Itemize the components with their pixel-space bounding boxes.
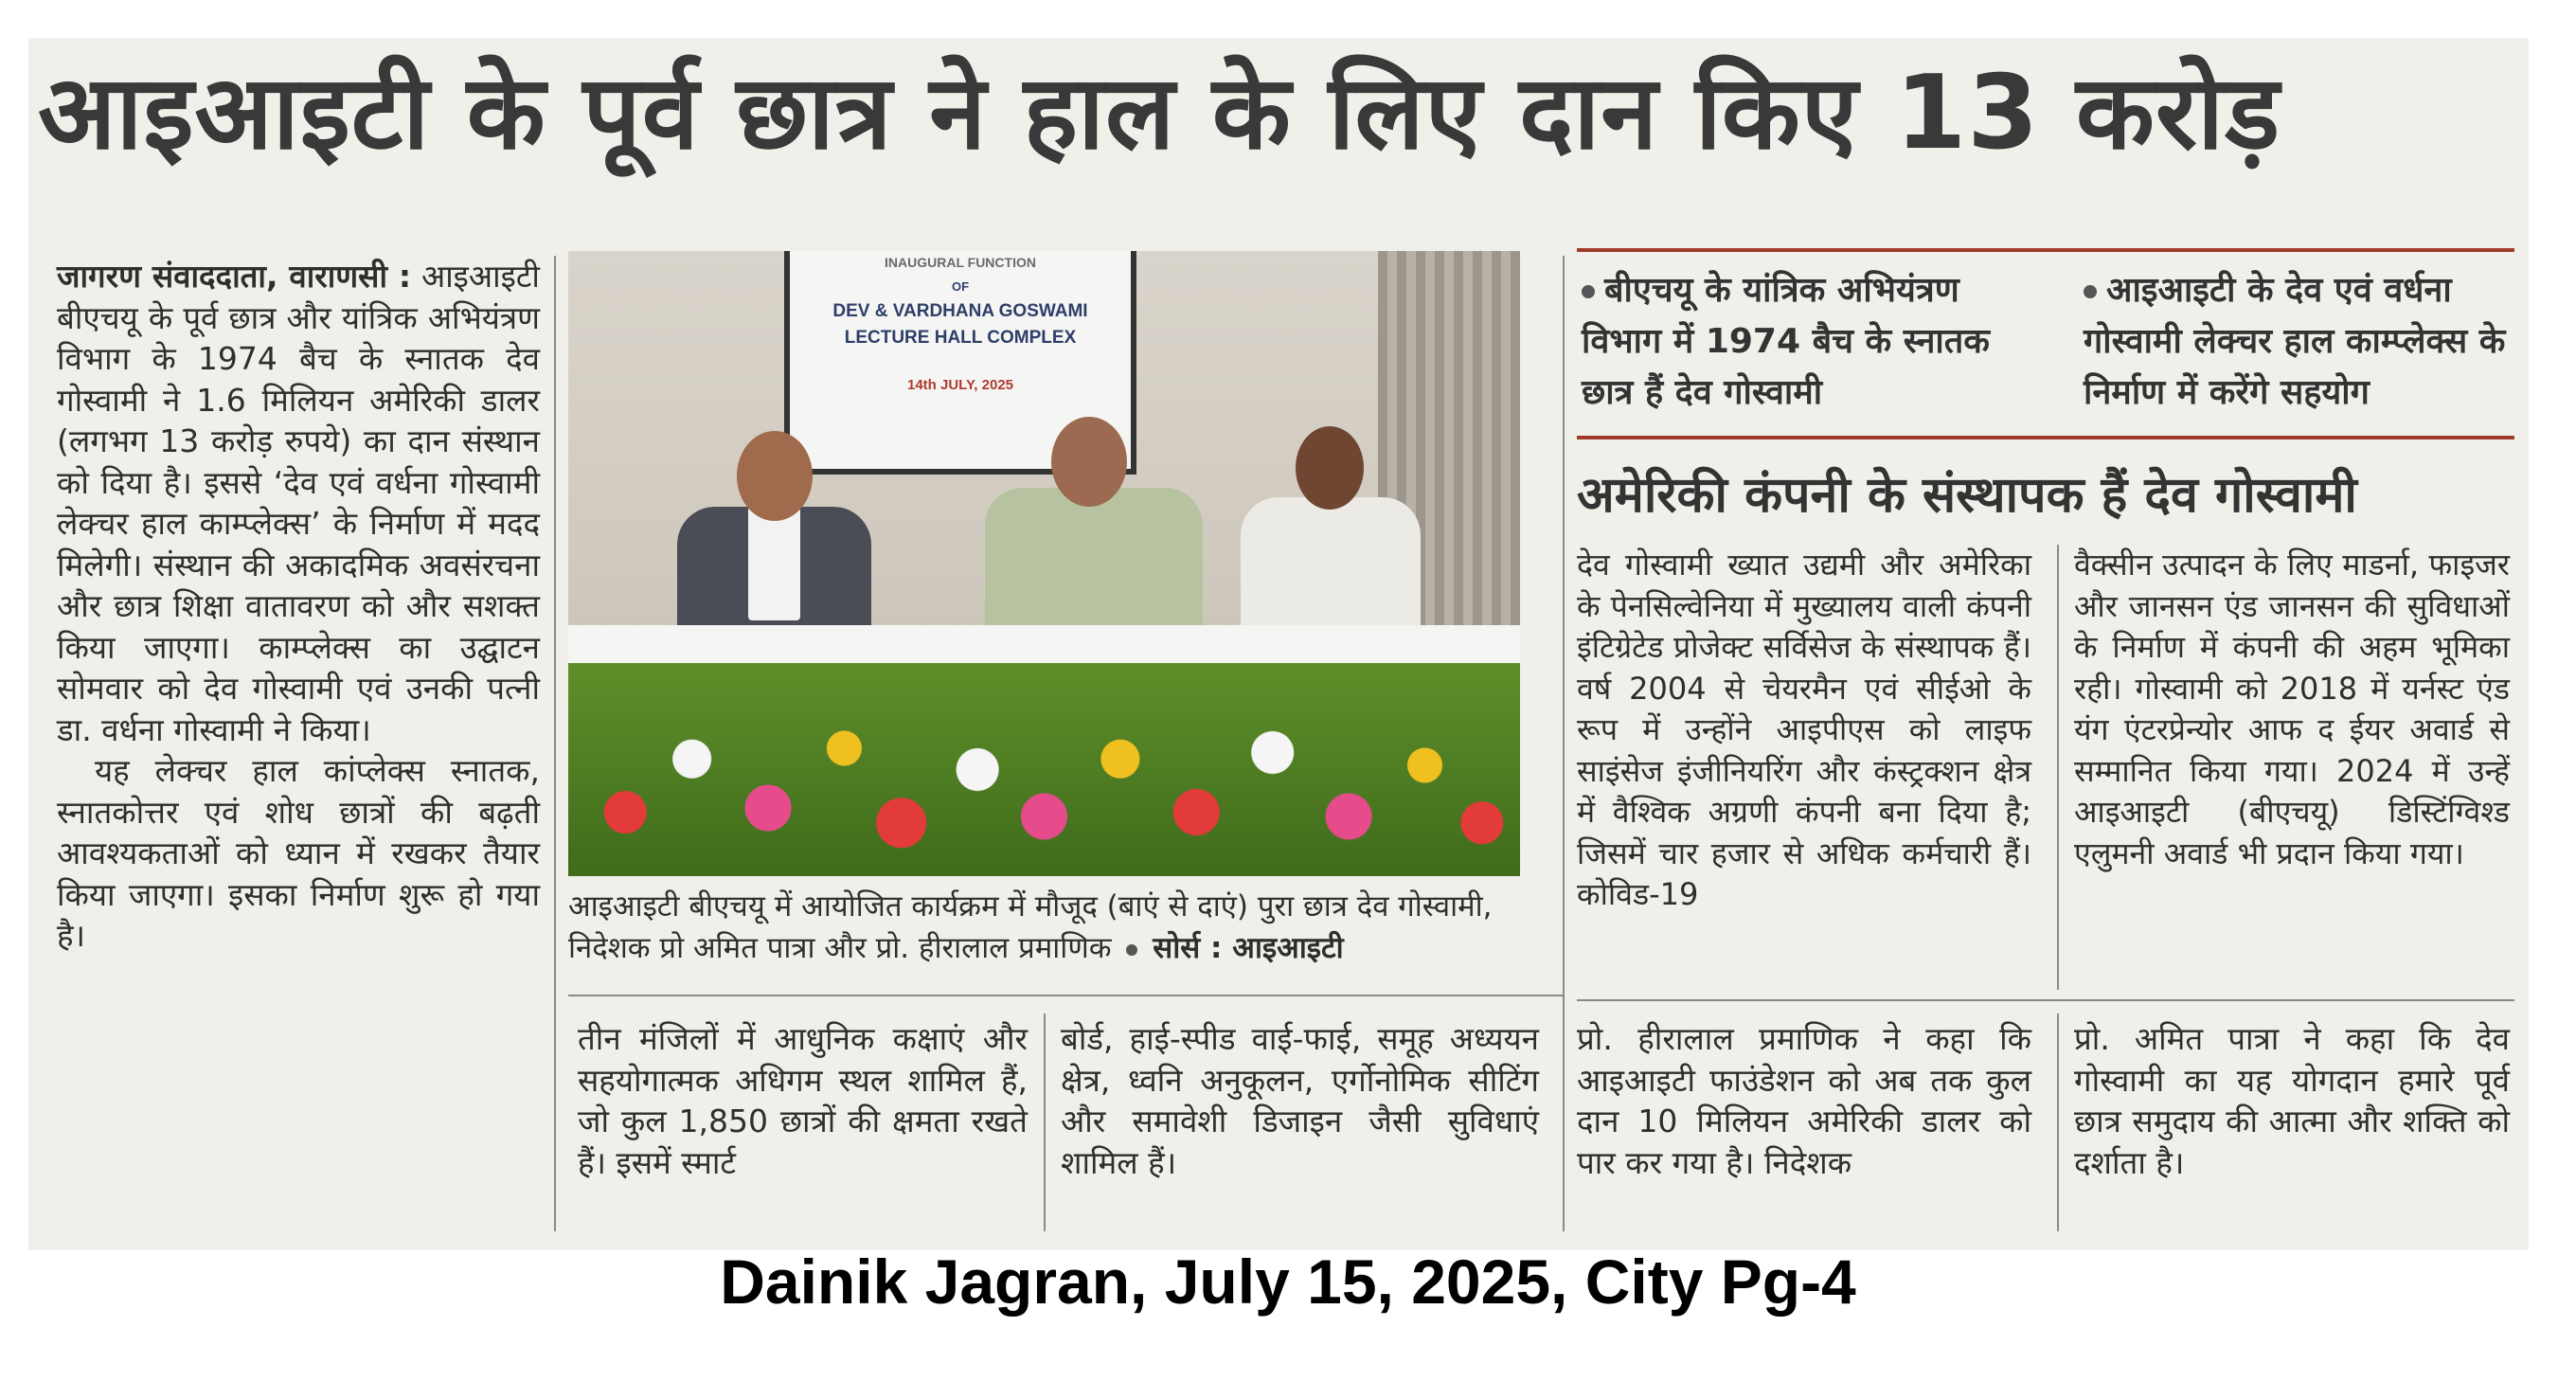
photo-caption <box>568 886 1520 969</box>
screen-text-3: DEV & VARDHANA GOSWAMI <box>832 301 1088 321</box>
article-column-5 <box>2074 1018 2510 1183</box>
article-paragraph-2: यह लेक्चर हाल कांप्लेक्स स्नातक, स्नातकोत्तर एवं शोध छात्रों की बढ़ती आवश्यकताओं को ध्यान में रखकर तैयार किया जाएगा। इसका निर्माण शुरू हो गया है। <box>57 752 540 954</box>
screen-text-2: OF <box>951 279 970 294</box>
sidebar-subhead: अमेरिकी कंपनी के संस्थापक हैं देव गोस्वामी <box>1577 467 2357 524</box>
bullet-icon <box>2084 285 2097 298</box>
caption-text: आइआइटी बीएचयू में आयोजित कार्यक्रम में मौजूद (बाएं से दाएं) पुरा छात्र देव गोस्वामी, निदेशक प्रो अमित पात्रा और प्रो. हीरालाल प्रमाणिक <box>568 889 1493 965</box>
headline: आइआइटी के पूर्व छात्र ने हाल के लिए दान किए 13 करोड़ <box>38 54 2281 172</box>
sidebar-text-right: वैक्सीन उत्पादन के लिए माडर्ना, फाइजर और जानसन एंड जानसन की सुविधाओं के निर्माण में कंपनी की अहम भूमिका रही। गोस्वामी को 2018 में यर्नस्ट एंड यंग एंटरप्रेन्योर आफ द ईयर अवार्ड से सम्मानित किया गया। 2024 में उन्हें आइआइटी (बीएचयू) डिस्टिंग्विश्ड एलुमनी अवार्ड भी प्रदान किया गया। <box>2074 547 2510 871</box>
highlight-bottom-rule <box>1577 436 2514 439</box>
event-photo <box>568 251 1520 876</box>
highlight-top-rule <box>1577 248 2514 252</box>
article-text-3b: प्रो. अमित पात्रा ने कहा कि देव गोस्वामी का यह योगदान हमारे पूर्व छात्र समुदाय की आत्मा और शक्ति को दर्शाता है। <box>2074 1020 2510 1181</box>
dateline: जागरण संवाददाता, वाराणसी : <box>57 258 412 295</box>
sidebar-text-left: देव गोस्वामी ख्यात उद्यमी और अमेरिका के पेनसिल्वेनिया में मुख्यालय वाली कंपनी इंटिग्रेटेड प्रोजेक्ट सर्विसेज के संस्थापक हैं। वर्ष 2004 से चेयरमैन एवं सीईओ के रूप में उन्होंने आइपीएस को लाइफ साइंसेज इंजीनियरिंग और कंस्ट्रक्शन क्षेत्र में वैश्विक अग्रणी कंपनी बना दिया है; जिसमें चार हजार से अधिक कर्मचारी हैं। कोविड-19 <box>1577 547 2031 912</box>
article-column-1 <box>57 256 540 1231</box>
column-divider <box>2057 1013 2059 1231</box>
article-text-2b: बोर्ड, हाई-स्पीड वाई-फाई, समूह अध्ययन क्षेत्र, ध्वनि अनुकूलन, एर्गोनोमिक सीटिंग और समावेशी डिजाइन जैसी सुविधाएं शामिल हैं। <box>1061 1020 1539 1181</box>
article-text-2a: तीन मंजिलों में आधुनिक कक्षाएं और सहयोगात्मक अधिगम स्थल शामिल हैं, जो कुल 1,850 छात्रों की क्षमता रखते हैं। इसमें स्मार्ट <box>578 1020 1028 1181</box>
source-footer: Dainik Jagran, July 15, 2025, City Pg-4 <box>720 1246 1856 1317</box>
bullet-icon <box>1582 285 1595 298</box>
screen-text-4: LECTURE HALL COMPLEX <box>844 328 1077 348</box>
column-divider <box>554 256 556 1231</box>
screen-text-5: 14th JULY, 2025 <box>906 377 1014 393</box>
sidebar-column-right <box>2074 545 2510 874</box>
section-divider <box>1577 999 2514 1001</box>
caption-source: सोर्स : आइआइटी <box>1153 931 1344 965</box>
article-column-4 <box>1577 1018 2031 1183</box>
sidebar-column-left <box>1577 545 2031 916</box>
bullet-icon <box>1126 944 1137 956</box>
screen-text-1: INAUGURAL FUNCTION <box>885 255 1036 270</box>
column-divider <box>1563 256 1565 1231</box>
flower-arrangement <box>568 663 1520 876</box>
highlight-1-text: बीएचयू के यांत्रिक अभियंत्रण विभाग में 1974 बैच के स्नातक छात्र हैं देव गोस्वामी <box>1582 271 1990 412</box>
section-divider <box>568 995 1563 996</box>
article-column-2 <box>578 1018 1028 1183</box>
article-paragraph-1: आइआइटी बीएचयू के पूर्व छात्र और यांत्रिक अभियंत्रण विभाग के 1974 बैच के स्नातक देव गोस्वामी ने 1.6 मिलियन अमेरिकी डालर (लगभग 13 करोड़ रुपये) का दान संस्थान को दिया है। इससे ‘देव एवं वर्धना गोस्वामी लेक्चर हाल काम्प्लेक्स’ के निर्माण में मदद मिलेगी। संस्थान की अकादमिक अवसंरचना और छात्र शिक्षा वातावरण को और सशक्त किया जाएगा। काम्प्लेक्स का उद्घाटन सोमवार को देव गोस्वामी एवं उनकी पत्नी डा. वर्धना गोस्वामी ने किया। <box>57 258 540 748</box>
article-column-3 <box>1061 1018 1539 1183</box>
column-divider <box>2057 545 2059 990</box>
highlight-2 <box>2084 265 2510 419</box>
column-divider <box>1044 1013 1046 1231</box>
highlight-2-text: आइआइटी के देव एवं वर्धना गोस्वामी लेक्चर हाल काम्प्लेक्स के निर्माण में करेंगे सहयोग <box>2084 271 2506 412</box>
article-text-3a: प्रो. हीरालाल प्रमाणिक ने कहा कि आइआइटी फाउंडेशन को अब तक कुल दान 10 मिलियन अमेरिकी डालर को पार कर गया है। निदेशक <box>1577 1020 2031 1181</box>
highlight-1 <box>1582 265 2027 419</box>
